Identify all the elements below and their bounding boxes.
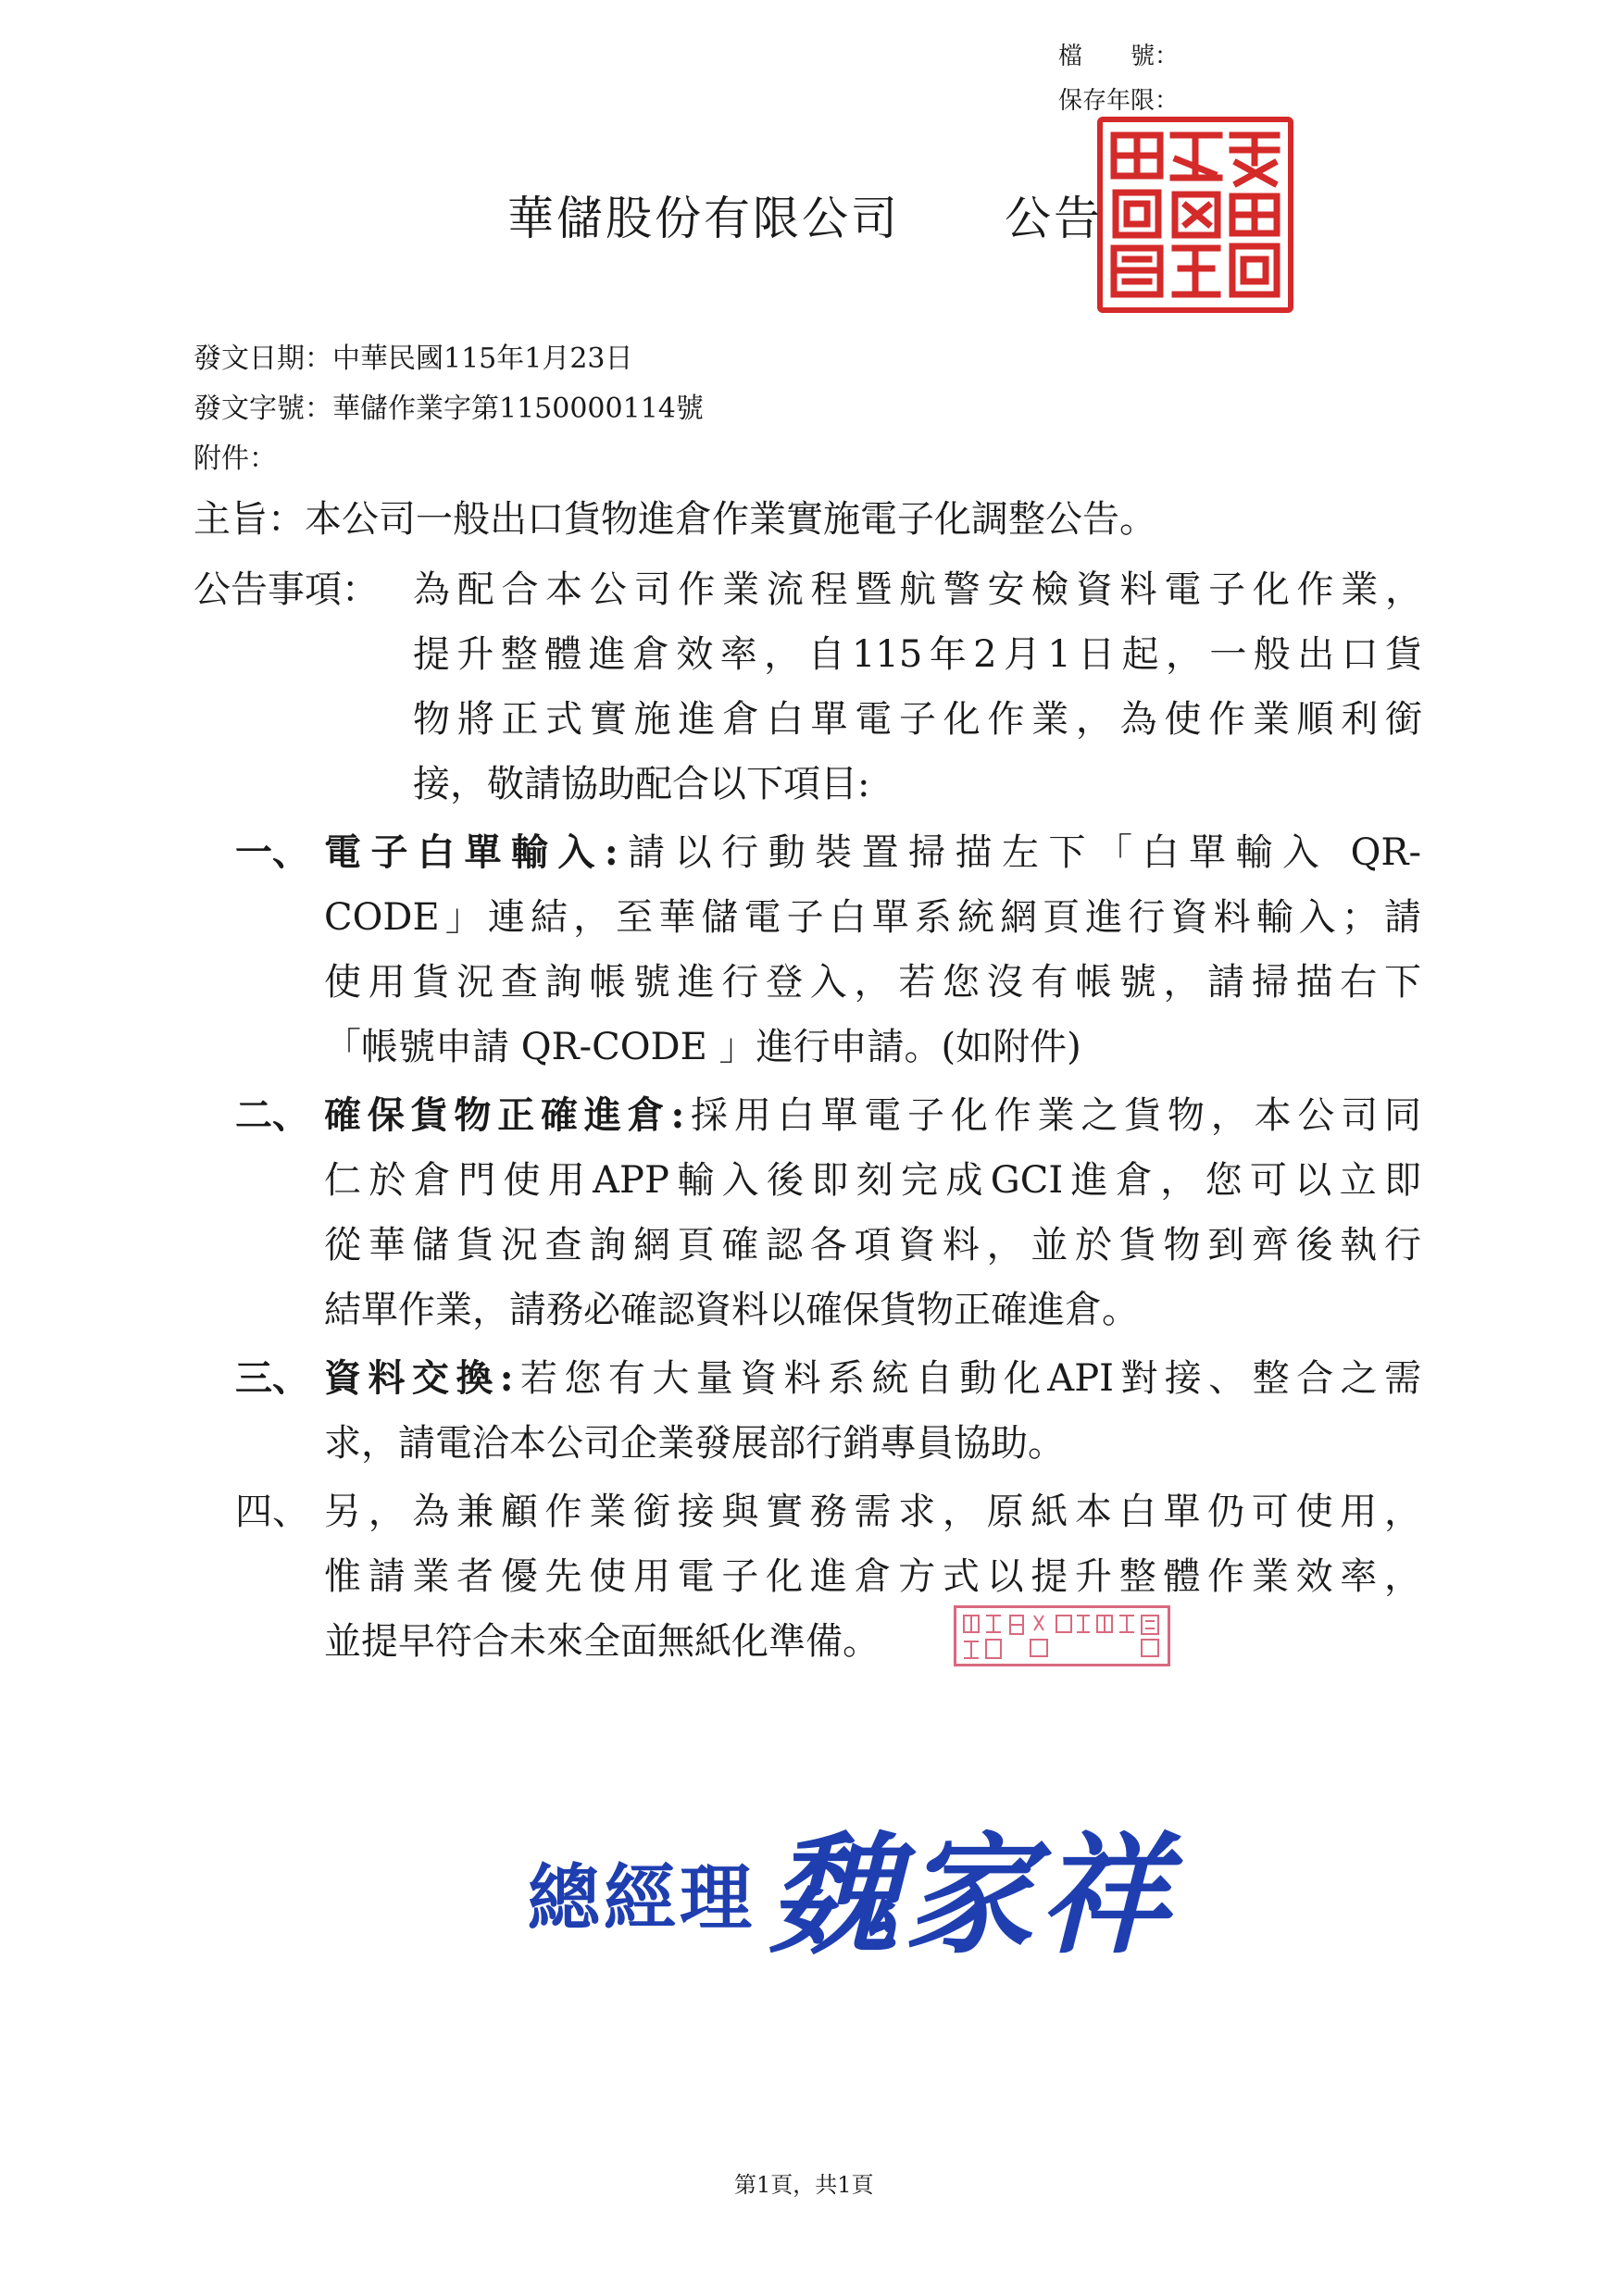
item-number: 一、 (235, 830, 309, 874)
document-number: 發文字號：華儲作業字第1150000114號 (194, 393, 704, 425)
notice-line: 為配合本公司作業流程暨航警安檢資料電子化作業， (413, 568, 1422, 611)
item-line: 從華儲貨況查詢網頁確認各項資料，並於貨物到齊後執行 (324, 1224, 1421, 1267)
retention-period-label: 保存年限： (1058, 87, 1180, 115)
notice-label: 公告事項： (194, 568, 379, 611)
item-first-line (324, 1346, 1421, 1411)
notice-line: 接，敬請協助配合以下項目: (413, 763, 870, 805)
item-line: 並提早符合未來全面無紙化準備。 (324, 1620, 880, 1663)
item-first-line (324, 1083, 1421, 1148)
attachment-line: 附件： (194, 443, 277, 475)
company-seal-large (1097, 117, 1293, 313)
subject-line: 主旨：本公司一般出口貨物進倉作業實施電子化調整公告。 (194, 498, 1156, 541)
company-seal-small (954, 1605, 1170, 1666)
notice-line: 提升整體進倉效率，自115年2月1日起，一般出口貨 (413, 633, 1422, 676)
item-heading: 電子白單輸入: (324, 830, 618, 874)
issue-date: 發文日期：中華民國115年1月23日 (194, 343, 633, 375)
item-number: 三、 (235, 1356, 309, 1400)
seal-large-glyphs (1103, 122, 1288, 307)
item-number: 二、 (235, 1093, 309, 1137)
signature-name: 魏家祥 (768, 1821, 1175, 1972)
item-line: 惟請業者優先使用電子化進倉方式以提升整體作業效率， (324, 1555, 1421, 1598)
company-name: 華儲股份有限公司 (507, 192, 900, 245)
document-type: 公告 (1005, 192, 1103, 245)
item-text: 若您有大量資料系統自動化API對接、整合之需 (513, 1357, 1422, 1400)
item-line: 仁於倉門使用APP輸入後即刻完成GCI進倉，您可以立即 (324, 1159, 1421, 1202)
item-line: 使用貨況查詢帳號進行登入，若您沒有帳號，請掃描右下 (324, 961, 1421, 1004)
item-line: 結單作業，請務必確認資料以確保貨物正確進倉。 (324, 1289, 1139, 1331)
item-number: 四、 (235, 1491, 309, 1533)
file-number-label: 檔 號： (1058, 43, 1180, 70)
notice-line: 物將正式實施進倉白單電子化作業，為使作業順利銜 (413, 698, 1422, 741)
seal-small-glyphs (956, 1608, 1168, 1664)
page-number: 第1頁，共1頁 (734, 2172, 874, 2198)
item-heading: 資料交換: (324, 1356, 514, 1400)
item-first-line (324, 820, 1421, 885)
item-line: CODE」連結，至華儲電子白單系統網頁進行資料輸入；請 (324, 896, 1421, 939)
item-heading: 確保貨物正確進倉: (324, 1093, 685, 1137)
item-line: 「帳號申請 QR-CODE 」進行申請。(如附件) (324, 1026, 1081, 1068)
item-text: 請以行動裝置掃描左下「白單輸入 QR- (618, 831, 1422, 874)
item-first-line: 另，為兼顧作業銜接與實務需求，原紙本白單仍可使用， (324, 1491, 1421, 1533)
signature-title: 總經理 (528, 1857, 756, 1940)
item-line: 求，請電洽本公司企業發展部行銷專員協助。 (324, 1422, 1065, 1465)
item-text: 採用白單電子化作業之貨物，本公司同 (684, 1094, 1422, 1137)
